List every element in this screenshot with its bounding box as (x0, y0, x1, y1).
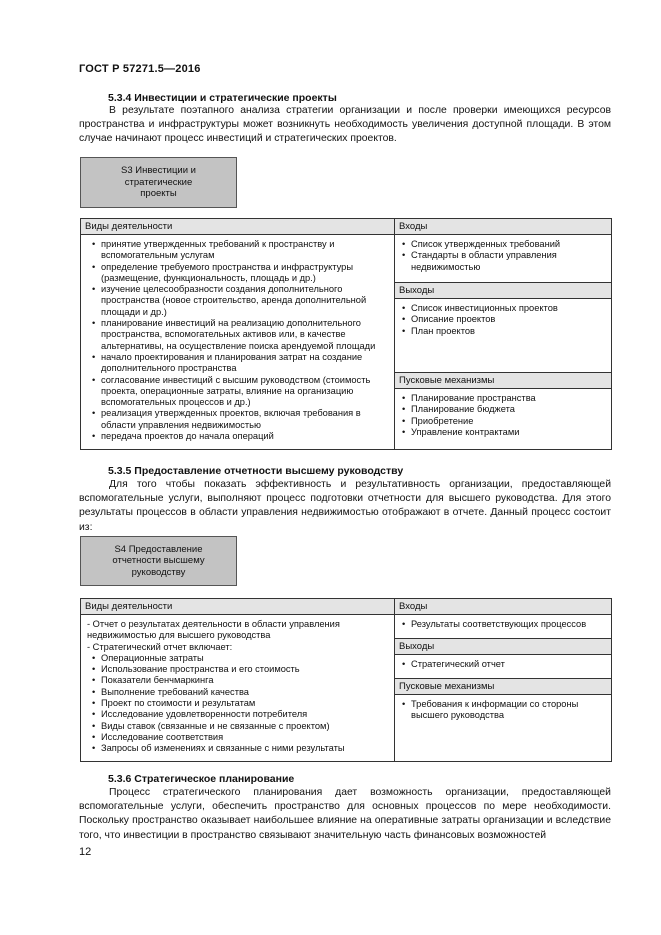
table-s3-activities-header: Виды деятельности (81, 219, 394, 235)
table-s4-activities-header: Виды деятельности (81, 599, 394, 615)
table-s4-lead-1: - Отчет о результатах деятельности в области управления недвижимостью для высшего руководства (87, 619, 340, 641)
process-box-s3 (80, 157, 237, 208)
list-item: • Планирование бюджета (397, 404, 605, 415)
section-5-3-6-paragraph: Процесс стратегического планирования дает возможность организации, предоставляющей вспомогательные услуги, обеспечить пространство для основных процессов по мере необходимости. Поскольку пространство оказывает наибольшее влияние на оперативные затраты организации и вследствие того, что инвестиции в пространство связывают значительную часть финансовых возможностей (79, 787, 611, 841)
list-item: • Управление контрактами (397, 427, 605, 438)
table-s4-lead-2: - Стратегический отчет включает: (87, 641, 233, 652)
list-item: • План проектов (397, 326, 605, 337)
list-item: • Требования к информации со стороны высшего руководства (397, 699, 605, 722)
list-item: • определение требуемого пространства и инфраструктуры (размещение, функциональность, площадь и др.) (87, 262, 388, 285)
table-s4-triggers-header: Пусковые механизмы (395, 679, 611, 695)
table-s3-triggers-header: Пусковые механизмы (395, 373, 611, 389)
table-s4-triggers-list (395, 695, 611, 722)
table-s3-triggers-cell (395, 373, 611, 449)
table-s4-outputs-list (395, 655, 611, 670)
table-s3-activities-column (81, 219, 395, 449)
list-item: • Использование пространства и его стоимость (81, 664, 388, 675)
list-item: • Приобретение (397, 416, 605, 427)
table-s3-outputs-cell (395, 283, 611, 373)
table-s4 (80, 598, 612, 762)
section-5-3-4-paragraph: В результате поэтапного анализа стратегии организации и после проверки имеющихся ресурсов пространства и инфраструктуры может возникнуть необходимость увеличения доступной площади. В этом случае начинают процесс инвестиций и стратегических проектов. (79, 105, 611, 145)
table-s3-inputs-list (395, 235, 611, 273)
list-item: • Список инвестиционных проектов (397, 303, 605, 314)
list-item: • Показатели бенчмаркинга (81, 675, 388, 686)
table-s4-inputs-header: Входы (395, 599, 611, 615)
table-s4-activities-column (81, 599, 395, 761)
list-item: • согласование инвестиций с высшим руководством (стоимость проекта, операционные затраты, влияние на организацию вспомогательных процессов и др.) (87, 375, 388, 409)
page-number: 12 (79, 846, 92, 858)
list-item: • Запросы об изменениях и связанные с ними результаты (81, 743, 388, 754)
list-item: • начало проектирования и планирования затрат на создание дополнительного пространства (87, 352, 388, 375)
list-item: • реализация утвержденных проектов, включая требования в области управления недвижимостью (87, 408, 388, 431)
table-s3-outputs-list (395, 299, 611, 337)
list-item: • Операционные затраты (81, 653, 388, 664)
table-s3 (80, 218, 612, 450)
table-s3-outputs-header: Выходы (395, 283, 611, 299)
list-item: • Исследование удовлетворенности потребителя (81, 709, 388, 720)
list-item: • изучение целесообразности создания дополнительного пространства (новое строительство, аренда дополнительной площади и др.) (87, 284, 388, 318)
table-s4-inputs-list (395, 615, 611, 630)
list-item: • Описание проектов (397, 314, 605, 325)
table-s4-report-items (81, 653, 394, 755)
table-s3-inputs-cell (395, 219, 611, 283)
list-item: • планирование инвестиций на реализацию дополнительного пространства, вспомогательных активов или, в качестве альтернативы, на осуществление поиска арендуемой площади (87, 318, 388, 352)
document-code: ГОСТ Р 57271.5—2016 (79, 63, 201, 75)
list-item: • передача проектов до начала операций (87, 431, 388, 442)
section-5-3-5-paragraph: Для того чтобы показать эффективность и результативность организации, предоставляющей вспомогательные услуги, выполняют процесс подготовки отчетности для высшего руководства. Для этого результаты процессов в области управления недвижимостью отображают в отчете. Данный процесс состоит из: (79, 479, 611, 533)
section-5-3-6-title: 5.3.6 Стратегическое планирование (108, 773, 295, 785)
list-item: • Стратегический отчет (397, 659, 605, 670)
section-5-3-5-title: 5.3.5 Предоставление отчетности высшему руководству (108, 465, 404, 477)
list-item: • Исследование соответствия (81, 732, 388, 743)
list-item: • Список утвержденных требований (397, 239, 605, 250)
table-s4-triggers-cell (395, 679, 611, 761)
section-5-3-4-title: 5.3.4 Инвестиции и стратегические проекты (108, 92, 337, 104)
process-box-s3-label: S3 Инвестиции и стратегические проекты (121, 165, 196, 200)
list-item: • Виды ставок (связанные и не связанные с проектом) (81, 721, 388, 732)
process-box-s4-label: S4 Предоставление отчетности высшему руководству (112, 543, 205, 578)
process-box-s4 (80, 536, 237, 586)
list-item: • Результаты соответствующих процессов (397, 619, 605, 630)
table-s3-activities-list (81, 235, 394, 442)
list-item: • Планирование пространства (397, 393, 605, 404)
table-s4-outputs-header: Выходы (395, 639, 611, 655)
table-s4-inputs-cell (395, 599, 611, 639)
list-item: • Проект по стоимости и результатам (81, 698, 388, 709)
list-item: • Стандарты в области управления недвижимостью (397, 250, 605, 273)
list-item: • принятие утвержденных требований к пространству и вспомогательным услугам (87, 239, 388, 262)
table-s3-inputs-header: Входы (395, 219, 611, 235)
table-s4-outputs-cell (395, 639, 611, 679)
table-s3-triggers-list (395, 389, 611, 438)
list-item: • Выполнение требований качества (81, 687, 388, 698)
